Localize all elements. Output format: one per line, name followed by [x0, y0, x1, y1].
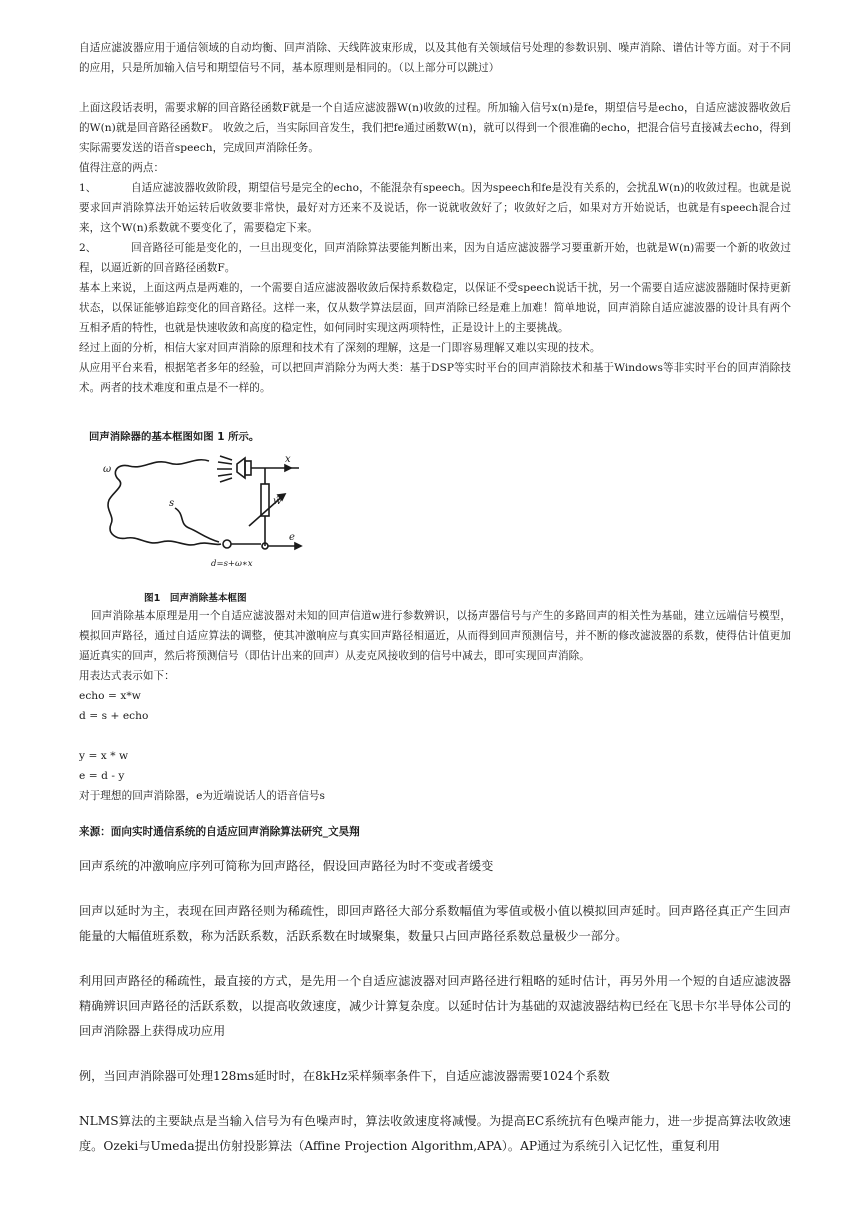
loudspeaker-box [245, 461, 251, 475]
body-paragraph: 利用回声路径的稀疏性，最直接的方式，是先用一个自适应滤波器对回声路径进行粗略的延时估计，再另外用一个短的自适应滤波器精确辨识回声路径的活跃系数，以提高收敛速度，减少计算复杂度。以延时估计为基础的双滤波器结构已经在飞思卡尔半导体公司的回声消除器上获得成功应用 [79, 974, 791, 1038]
x-label: x [285, 454, 291, 465]
body-section [79, 854, 791, 1159]
body-paragraph: NLMS算法的主要缺点是当输入信号为有色噪声时，算法收敛速度将减慢。为提高EC系统抗有色噪声能力，进一步提高算法收敛速度。Ozeki与Umeda提出仿射投影算法（Affine Projection Algorithm,APA）。AP通过为系统引入记忆性，重复利用 [79, 1114, 791, 1153]
intro-paragraph: 经过上面的分析，相信大家对回声消除的原理和技术有了深刻的理解，这是一门即容易理解又难以实现的技术。 [79, 342, 601, 354]
microphone-icon [223, 540, 231, 548]
intro-paragraph: 从应用平台来看，根据笔者多年的经验，可以把回声消除分为两大类：基于DSP等实时平台的回声消除技术和基于Windows等非实时平台的回声消除技术。两者的技术难度和重点是不一样的。 [79, 362, 791, 394]
figure-caption: 图1 回声消除基本框图 [144, 593, 247, 604]
e-label: e [289, 532, 295, 543]
list-text: 自适应滤波器收敛阶段，期望信号是完全的echo，不能混杂有speech。因为speech和fe是没有关系的，会扰乱W(n)的收敛过程。也就是说要求回声消除算法开始运转后收敛要非常快，最好对方还来不及说话，你一说就收敛好了；收敛好之后，如果对方开始说话，也就是有speech混合过来，这个W(n)系数就不要变化了，需要稳定下来。 [79, 182, 791, 234]
s-label: s [169, 498, 175, 509]
room-boundary [108, 460, 221, 545]
equation: e = d - y [79, 770, 125, 782]
intro-paragraph: 值得注意的两点： [79, 162, 165, 174]
list-item [79, 178, 791, 238]
list-item [79, 238, 791, 278]
equation: y = x * w [79, 750, 129, 762]
w-hat-label: ŵ [273, 496, 282, 507]
list-number: 1、 [79, 182, 97, 194]
d-equation-label: d=s+ω∗x [211, 559, 253, 569]
explain-paragraph: 用表达式表示如下： [79, 670, 175, 682]
list-text: 回音路径可能是变化的，一旦出现变化，回声消除算法要能判断出来，因为自适应滤波器学习要重新开始，也就是W(n)需要一个新的收敛过程，以逼近新的回音路径函数F。 [79, 242, 791, 274]
explain-paragraph: 对于理想的回声消除器，e为近端说话人的语音信号s [79, 790, 325, 802]
block-diagram [89, 428, 319, 588]
explain-section [79, 606, 791, 806]
intro-paragraph: 基本上来说，上面这两点是两难的，一个需要自适应滤波器收敛后保持系数稳定，以保证不受speech说话干扰，另一个需要自适应滤波器随时保持更新状态，以保证能够追踪变化的回音路径。这样一来，仅从数学算法层面，回声消除已经是难上加难！简单地说，回声消除自适应滤波器的设计具有两个互相矛盾的特性，也就是快速收敛和高度的稳定性，如何同时实现这两项特性，正是设计上的主要挑战。 [79, 282, 791, 334]
list-number: 2、 [79, 242, 97, 254]
source-heading: 来源：面向实时通信系统的自适应回声消除算法研究_文昊翔 [79, 826, 360, 838]
equation: echo = x*w [79, 690, 141, 702]
omega-label: ω [103, 464, 112, 475]
intro-section [79, 38, 791, 398]
echo-canceller-figure [89, 428, 319, 604]
body-paragraph: 例，当回声消除器可处理128ms延时时，在8kHz采样频率条件下，自适应滤波器需要1024个系数 [79, 1069, 610, 1083]
equation: d = s + echo [79, 710, 149, 722]
body-paragraph: 回声系统的冲激响应序列可简称为回声路径，假设回声路径为时不变或者缓变 [79, 859, 494, 873]
intro-paragraph: 自适应滤波器应用于通信领域的自动均衡、回声消除、天线阵波束形成，以及其他有关领域信号处理的参数识别、噪声消除、谱估计等方面。对于不同的应用，只是所加输入信号和期望信号不同，基本原理则是相同的。（以上部分可以跳过） [79, 42, 791, 74]
explain-paragraph: 回声消除基本原理是用一个自适应滤波器对未知的回声信道w进行参数辨识，以扬声器信号与产生的多路回声的相关性为基础，建立远端信号模型，模拟回声路径，通过自适应算法的调整，使其冲激响应与真实回声路径相逼近，从而得到回声预测信号，并不断的修改滤波器的系数，使得估计值更加逼近真实的回声，然后将预测信号（即估计出来的回声）从麦克风接收到的信号中减去，即可实现回声消除。 [79, 610, 791, 662]
speech-path [175, 508, 219, 542]
intro-paragraph: 上面这段话表明，需要求解的回音路径函数F就是一个自适应滤波器W(n)收敛的过程。所加输入信号x(n)是fe，期望信号是echo，自适应滤波器收敛后的W(n)就是回音路径函数F。 收敛之后，当实际回音发生，我们把fe通过函数W(n)，就可以得到一个很准确的echo，把混合信号直接减去echo，得到实际需要发送的语音speech，完成回声消除任务。 [79, 102, 791, 154]
figure-title: 回声消除器的基本框图如图 1 所示。 [89, 431, 260, 443]
loudspeaker-icon [237, 458, 245, 478]
body-paragraph: 回声以延时为主，表现在回声路径则为稀疏性，即回声路径大部分系数幅值为零值或极小值以模拟回声延时。回声路径真正产生回声能量的大幅值班系数，称为活跃系数，活跃系数在时域聚集，数量只占回声路径系数总量极少一部分。 [79, 904, 791, 943]
document-page [79, 38, 791, 1159]
